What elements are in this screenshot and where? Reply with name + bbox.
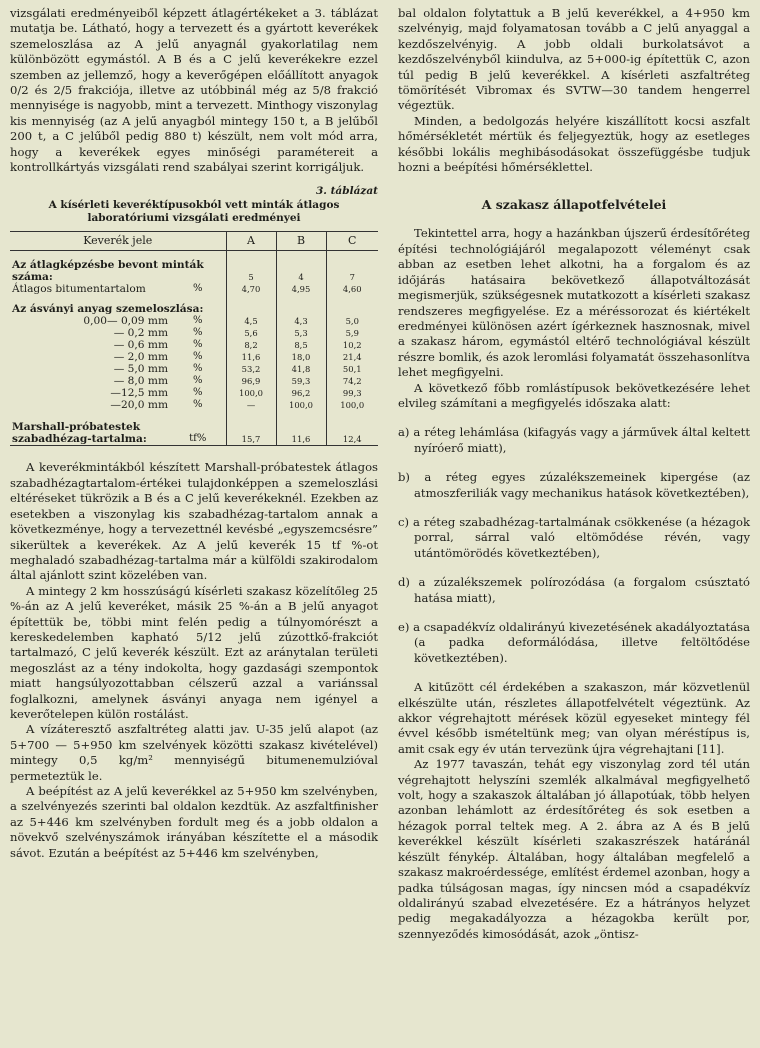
table-cell: 100,0 bbox=[326, 399, 378, 411]
table-cell: 4,3 bbox=[276, 315, 326, 327]
table-row-marshall bbox=[10, 421, 378, 446]
table-unit: % bbox=[192, 327, 203, 339]
results-table bbox=[10, 231, 378, 446]
table-row-bitumen bbox=[10, 283, 378, 295]
list-item: c) a réteg szabadhézag-tartalmának csökkenése (a hézagok porral, sárral való eltömődése révén, vagy utántömörödés következtében), bbox=[398, 514, 750, 560]
table-cell: 74,2 bbox=[326, 375, 378, 387]
list-item: e) a csapadékvíz oldalirányú kivezetésének akadályoztatása (a padka deformálódása, illetve feltöltődése következtében). bbox=[398, 620, 750, 665]
table-cell: 15,7 bbox=[226, 421, 276, 446]
right-paragraph-4: A következő főbb romlástípusok bekövetkezésére lehet elvileg számítani a megfigyelés időszaka alatt: bbox=[398, 380, 750, 410]
table-row-sieve bbox=[10, 327, 378, 339]
left-column bbox=[10, 6, 378, 861]
table-label: 3. táblázat bbox=[315, 185, 378, 198]
table-sieve-label: — 2,0 mm bbox=[113, 351, 168, 364]
table-row-sieve bbox=[10, 399, 378, 411]
list-item: a) a réteg lehámlása (kifagyás vagy a járművek által keltett nyíróerő miatt), bbox=[398, 425, 750, 455]
table-cell: 4,5 bbox=[226, 315, 276, 327]
table-cell: 8,5 bbox=[276, 339, 326, 351]
left-paragraph-2: A keverékmintákból készített Marshall-próbatestek átlagos szabadhézagtartalom-értékei tulajdonképpen a szemeloszlási eltéréseket tükrözik a B és a C jelű keverékeknél. Ezekben az esetekben a viszonylag kis szabadhézag-tartalom annak a következménye, hogy a tervezettnél kevésbé „egyszemcsésre” sikerültek a keverékek. Az A jelű keverék 15 tf %-ot meghaladó szabadhézag-tartalma már a külföldi szakirodalom által ajánlott szint közelében van. bbox=[10, 460, 378, 583]
table-unit: % bbox=[192, 375, 203, 387]
table-sieve-label: —20,0 mm bbox=[110, 399, 168, 412]
table-sieve-label: 0,00— 0,09 mm bbox=[83, 315, 168, 328]
table-sieve-label: — 0,6 mm bbox=[113, 339, 168, 352]
deterioration-list bbox=[398, 425, 750, 666]
table-row-sieve bbox=[10, 339, 378, 351]
table-header-mix: Keverék jele bbox=[10, 232, 226, 251]
right-paragraph-6: Az 1977 tavaszán, tehát egy viszonylag zord tél után végrehajtott helyszíni szemlék alkalmával megfigyelhető volt, hogy a szakaszok általában jó állapotúak, több helyen azonban lehámlott az érdesítőréteg és sok esetben a hézagok porral teltek meg. A 2. ábra az A és B jelű keverékkel készült kísérleti szakaszrészek határánál készült fénykép. Általában, hogy általában megfelelő a szakasz makroérdessége, említést érdemel azonban, hogy a padka túlságosan magas, így nincsen mód a csapadékvíz oldalirányú szabad elvezetésére. Ez a hátrányos helyzet pedig megakadályozza a hézagokba került por, szennyeződés kimosódását, azok „öntisz- bbox=[398, 757, 750, 941]
table-row-sieve bbox=[10, 315, 378, 327]
table-cell: — bbox=[226, 399, 276, 411]
table-cell: 4,70 bbox=[226, 283, 276, 295]
table-cell: 100,0 bbox=[276, 399, 326, 411]
table-cell: 5,0 bbox=[326, 315, 378, 327]
table-row-sample-count bbox=[10, 259, 378, 283]
left-paragraph-5: A beépítést az A jelű keverékkel az 5+950 km szelvényben, a szelvényezés szerinti bal oldalon kezdtük. Az aszfaltfinisher az 5+446 km szelvényben fordult meg és a jobb oldalon a növekvő szelvényszámok irányában készítette el a második sávot. Ezután a beépítést az 5+446 km szelvényben, bbox=[10, 784, 378, 860]
table-row-sieve bbox=[10, 387, 378, 399]
table-header-row bbox=[10, 232, 378, 251]
section-heading: A szakasz állapotfelvételei bbox=[481, 197, 667, 213]
table-sieve-label: — 5,0 mm bbox=[113, 363, 168, 376]
table-header-b: B bbox=[276, 232, 326, 251]
left-paragraph-3: A mintegy 2 km hosszúságú kísérleti szakasz közelítőleg 25 %-án az A jelű keveréket, másik 25 %-án a B jelű anyagot építettük be, többi mint felén pedig a túlnyomórészt a kereskedelemben kapható 5/12 jelű zúzottkő-frakciót tartalmazó, C jelű keverék készült. Ezt az aránytalan területi megoszlást az a tény indokolta, hogy gazdasági szempontok miatt hangsúlyozottabban célszerű azzal a variánssal foglalkozni, amelynek ásványi anyaga nem igényel a keverőtelepen külön rostálást. bbox=[10, 583, 378, 721]
table-cell: 11,6 bbox=[226, 351, 276, 363]
table-cell: 53,2 bbox=[226, 363, 276, 375]
table-marshall-label: Marshall-próbatestek szabadhézag-tartalma: bbox=[10, 421, 170, 446]
right-paragraph-5: A kitűzött cél érdekében a szakaszon, már közvetlenül elkészülte után, részletes állapotfelvételt végeztünk. Az akkor végrehajtott mérések közül egyeseket mintegy fél évvel később ismételtünk meg; van olyan méréstípus is, amit csak egy év után tervezünk újra végrehajtani [11]. bbox=[398, 680, 750, 756]
table-sieve-label: — 0,2 mm bbox=[113, 327, 168, 340]
table-cell: 100,0 bbox=[226, 387, 276, 399]
table-cell: 18,0 bbox=[276, 351, 326, 363]
left-paragraph-1: vizsgálati eredményeiből képzett átlagértékeket a 3. táblázat mutatja be. Látható, hogy a tervezett és a gyártott keverékek szemeloszlása az A jelű anyagnál gyakorlatilag nem különbözött egymástól. A B és a C jelű keverékekre ezzel szemben az jellemző, hogy a keverőgépen előállított anyagok 0/2 és 2/5 frakciója, illetve az utóbbinál még az 5/8 frakció mennyisége is nagyobb, mint a tervezett. Minthogy viszonylag kis mennyiség (az A jelű anyagból mintegy 150 t, a B jelűből 200 t, a C jelűből pedig 880 t) készült, nem volt mód arra, hogy a keverékek egyes minőségi paramétereit a kontrollkártyás vizsgálati rend szabályai szerint korrigáljuk. bbox=[10, 6, 378, 175]
table-cell: 96,2 bbox=[276, 387, 326, 399]
table-header-a: A bbox=[226, 232, 276, 251]
table-cell: 4,95 bbox=[276, 283, 326, 295]
table-row-sieve bbox=[10, 351, 378, 363]
table-cell: 99,3 bbox=[326, 387, 378, 399]
table-unit: % bbox=[192, 387, 203, 399]
left-paragraph-4: A vízáteresztő aszfaltréteg alatti jav. U-35 jelű alapot (az 5+700 — 5+950 km szelvények közötti szakasz kivételével) mintegy 0,5 kg/m² mennyiségű bitumenemulzióval permeteztük le. bbox=[10, 722, 378, 783]
table-sample-count-label: Az átlagképzésbe bevont minták száma: bbox=[12, 259, 204, 284]
table-row-grading-heading bbox=[10, 303, 378, 315]
table-unit: % bbox=[192, 399, 203, 411]
table-cell: 8,2 bbox=[226, 339, 276, 351]
right-paragraph-1: bal oldalon folytattuk a B jelű keverékkel, a 4+950 km szelvényig, majd folyamatosan tovább a C jelű anyaggal a kezdőszelvényig. A jobb oldali burkolatsávot a kezdőszelvényből kiindulva, az 5+000-ig építettük C, azon túl pedig B jelű keverékkel. A kísérleti aszfaltréteg tömörítését Vibromax és SVTW—30 tandem hengerrel végeztük. bbox=[398, 6, 750, 113]
table-sieve-label: —12,5 mm bbox=[110, 387, 168, 400]
table-cell: 11,6 bbox=[276, 421, 326, 446]
table-title: A kísérleti keveréktípusokból vett minták átlagos laboratóriumi vizsgálati eredményei bbox=[48, 199, 340, 225]
table-cell: 4,60 bbox=[326, 283, 378, 295]
table-unit: % bbox=[192, 351, 203, 363]
table-bitumen-label: Átlagos bitumentartalom bbox=[12, 283, 146, 296]
table-unit: % bbox=[192, 283, 203, 295]
right-column bbox=[398, 6, 750, 942]
table-row-sieve bbox=[10, 375, 378, 387]
table-row-spacer bbox=[10, 411, 378, 421]
table-unit: % bbox=[192, 339, 203, 351]
table-unit: tf% bbox=[170, 421, 226, 446]
table-cell: 12,4 bbox=[326, 421, 378, 446]
table-cell: 50,1 bbox=[326, 363, 378, 375]
table-unit: % bbox=[192, 363, 203, 375]
table-cell: 59,3 bbox=[276, 375, 326, 387]
table-unit: % bbox=[192, 315, 203, 327]
table-cell: 5,9 bbox=[326, 327, 378, 339]
right-paragraph-3: Tekintettel arra, hogy a hazánkban újszerű érdesítőréteg építési technológiájáról megalapozott véleményt csak abban az esetben lehet alkotni, ha a forgalom és az időjárás hatásaira bekövetkező állapotváltozását megismerjük, szükségesnek mutatkozott a kísérleti szakasz rendszeres megfigyelése. Ez a méréssorozat és kiértékelt eredményei különösen azért ígérkeznek hasznosnak, mivel a szakasz három, egymástól eltérő technológiával készült részre bomlik, és azok leromlási folyamatát összehasonlítva lehet megfigyelni. bbox=[398, 226, 750, 380]
table-sieve-label: — 8,0 mm bbox=[113, 375, 168, 388]
table-row-spacer bbox=[10, 295, 378, 303]
table-cell: 5,6 bbox=[226, 327, 276, 339]
list-item: d) a zúzalékszemek polírozódása (a forgalom csúsztató hatása miatt), bbox=[398, 575, 750, 605]
table-row-spacer bbox=[10, 251, 378, 260]
table-cell: 4 bbox=[276, 259, 326, 283]
right-paragraph-2: Minden, a bedolgozás helyére kiszállított kocsi aszfalt hőmérsékletét mértük és feljegyeztük, hogy az esetleges későbbi lokális meghibásodásokat összefüggésbe tudjuk hozni a beépítési hőmérséklettel. bbox=[398, 113, 750, 175]
table-cell: 21,4 bbox=[326, 351, 378, 363]
table-cell: 41,8 bbox=[276, 363, 326, 375]
table-grading-label: Az ásványi anyag szemeloszlása: bbox=[12, 303, 204, 316]
table-row-sieve bbox=[10, 363, 378, 375]
table-cell: 10,2 bbox=[326, 339, 378, 351]
table-cell: 7 bbox=[326, 259, 378, 283]
table-cell: 96,9 bbox=[226, 375, 276, 387]
table-header-c: C bbox=[326, 232, 378, 251]
table-cell: 5,3 bbox=[276, 327, 326, 339]
table-cell: 5 bbox=[226, 259, 276, 283]
list-item: b) a réteg egyes zúzalékszemeinek kipergése (az atmoszferiliák vagy mechanikus hatások következtében), bbox=[398, 470, 750, 500]
